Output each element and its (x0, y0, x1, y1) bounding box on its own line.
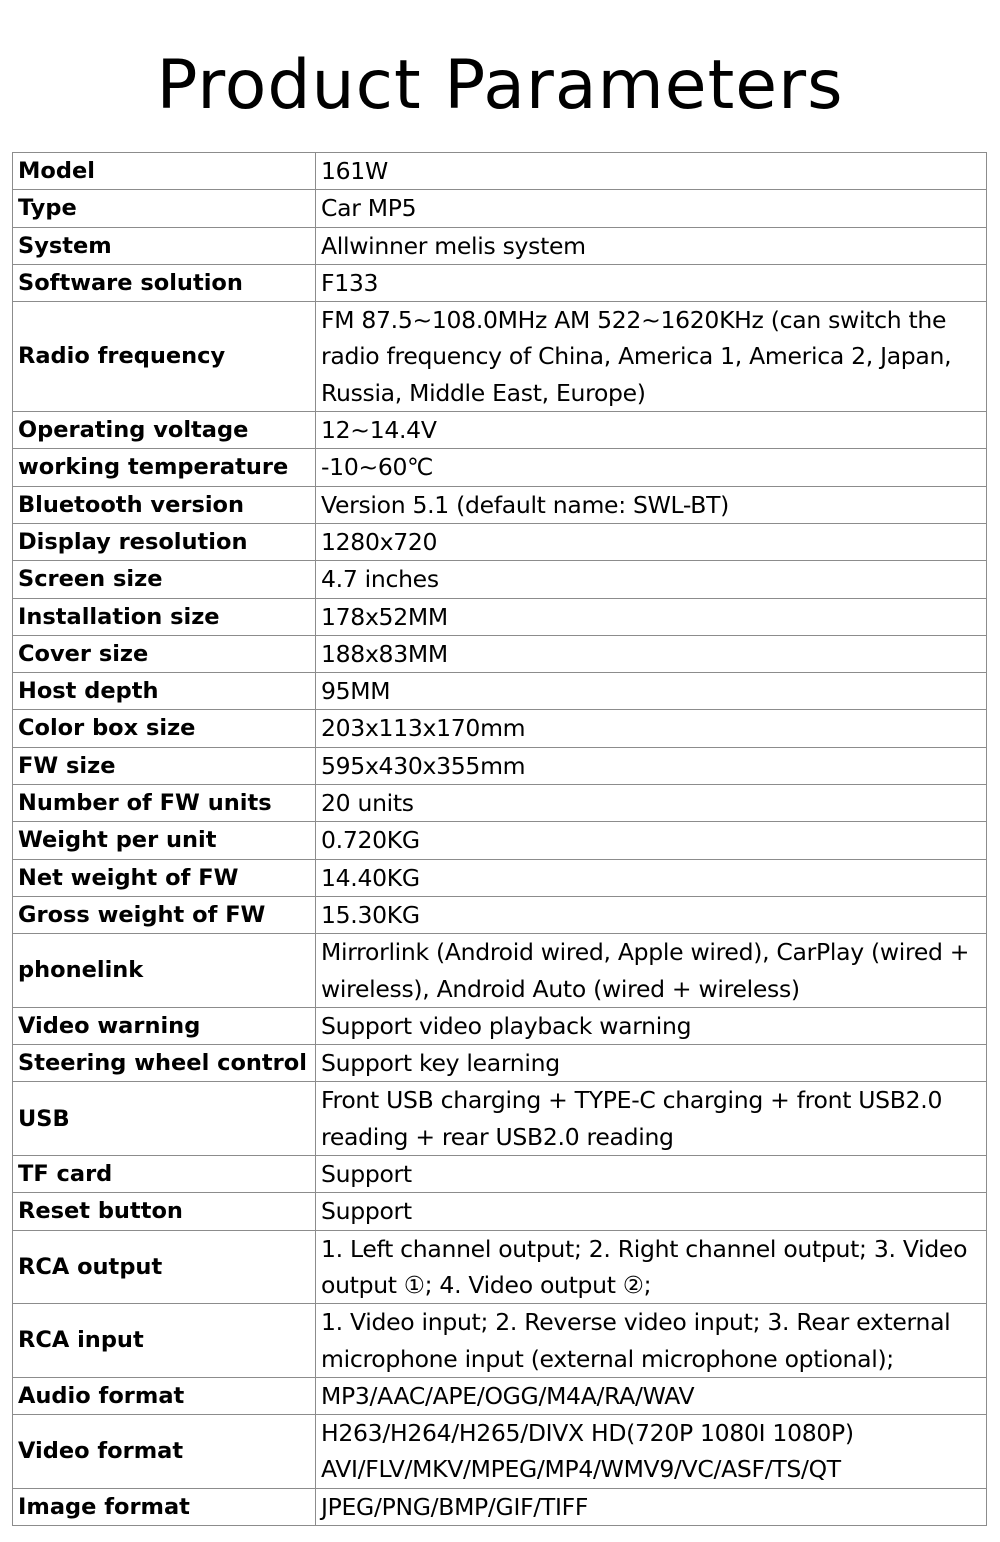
table-row (13, 153, 987, 190)
table-row (13, 673, 987, 710)
table-row (13, 1488, 987, 1525)
table-row (13, 1230, 987, 1304)
param-value: Version 5.1 (default name: SWL-BT) (316, 486, 987, 523)
param-label: Model (13, 153, 316, 190)
param-label: Video warning (13, 1007, 316, 1044)
param-label: Display resolution (13, 523, 316, 560)
param-value: Support video playback warning (316, 1007, 987, 1044)
table-row (13, 1415, 987, 1489)
param-label: Image format (13, 1488, 316, 1525)
table-row (13, 635, 987, 672)
param-value: 1280x720 (316, 523, 987, 560)
param-label: USB (13, 1082, 316, 1156)
param-value: FM 87.5~108.0MHz AM 522~1620KHz (can switch the radio frequency of China, America 1, America 2, Japan, Russia, Middle East, Europe) (316, 302, 987, 412)
table-row (13, 747, 987, 784)
param-value: Support key learning (316, 1045, 987, 1082)
param-value: 12~14.4V (316, 412, 987, 449)
table-row (13, 190, 987, 227)
param-label: Steering wheel control (13, 1045, 316, 1082)
table-row (13, 710, 987, 747)
param-label: Installation size (13, 598, 316, 635)
param-label: Operating voltage (13, 412, 316, 449)
table-row (13, 598, 987, 635)
param-value: H263/H264/H265/DIVX HD(720P 1080I 1080P) AVI/FLV/MKV/MPEG/MP4/WMV9/VC/ASF/TS/QT (316, 1415, 987, 1489)
table-row (13, 934, 987, 1008)
table-row (13, 412, 987, 449)
table-row (13, 822, 987, 859)
param-value: 15.30KG (316, 896, 987, 933)
param-value: Front USB charging + TYPE-C charging + front USB2.0 reading + rear USB2.0 reading (316, 1082, 987, 1156)
param-label: Gross weight of FW (13, 896, 316, 933)
table-row (13, 1377, 987, 1414)
param-value: 4.7 inches (316, 561, 987, 598)
param-label: Net weight of FW (13, 859, 316, 896)
table-row (13, 264, 987, 301)
param-label: working temperature (13, 449, 316, 486)
parameters-table-body (13, 153, 987, 1526)
table-row (13, 1156, 987, 1193)
param-label: Screen size (13, 561, 316, 598)
param-label: phonelink (13, 934, 316, 1008)
table-row (13, 449, 987, 486)
param-value: 20 units (316, 785, 987, 822)
table-row (13, 561, 987, 598)
table-row (13, 785, 987, 822)
table-row (13, 859, 987, 896)
param-label: Audio format (13, 1377, 316, 1414)
table-row (13, 1304, 987, 1378)
param-label: TF card (13, 1156, 316, 1193)
param-label: Bluetooth version (13, 486, 316, 523)
param-value: Support (316, 1193, 987, 1230)
param-value: 203x113x170mm (316, 710, 987, 747)
param-value: Car MP5 (316, 190, 987, 227)
param-label: Video format (13, 1415, 316, 1489)
parameters-table (12, 152, 987, 1526)
param-value: 1. Video input; 2. Reverse video input; 3. Rear external microphone input (external microphone optional); (316, 1304, 987, 1378)
param-value: MP3/AAC/APE/OGG/M4A/RA/WAV (316, 1377, 987, 1414)
param-label: Number of FW units (13, 785, 316, 822)
param-value: 14.40KG (316, 859, 987, 896)
table-row (13, 227, 987, 264)
param-value: 178x52MM (316, 598, 987, 635)
param-value: 0.720KG (316, 822, 987, 859)
param-label: Color box size (13, 710, 316, 747)
table-row (13, 486, 987, 523)
param-value: -10~60℃ (316, 449, 987, 486)
table-row (13, 1193, 987, 1230)
table-row (13, 1007, 987, 1044)
param-label: FW size (13, 747, 316, 784)
table-row (13, 523, 987, 560)
param-value: 188x83MM (316, 635, 987, 672)
param-label: System (13, 227, 316, 264)
table-row (13, 302, 987, 412)
param-value: 595x430x355mm (316, 747, 987, 784)
param-value: Mirrorlink (Android wired, Apple wired), CarPlay (wired + wireless), Android Auto (wired + wireless) (316, 934, 987, 1008)
param-label: Software solution (13, 264, 316, 301)
param-value: F133 (316, 264, 987, 301)
param-label: Weight per unit (13, 822, 316, 859)
param-label: Host depth (13, 673, 316, 710)
param-label: Cover size (13, 635, 316, 672)
param-value: 161W (316, 153, 987, 190)
param-label: Radio frequency (13, 302, 316, 412)
param-value: Support (316, 1156, 987, 1193)
table-row (13, 896, 987, 933)
param-label: RCA output (13, 1230, 316, 1304)
param-value: Allwinner melis system (316, 227, 987, 264)
param-label: Reset button (13, 1193, 316, 1230)
param-value: 95MM (316, 673, 987, 710)
table-row (13, 1082, 987, 1156)
table-row (13, 1045, 987, 1082)
page-title: Product Parameters (156, 46, 844, 125)
param-label: RCA input (13, 1304, 316, 1378)
param-value: JPEG/PNG/BMP/GIF/TIFF (316, 1488, 987, 1525)
param-value: 1. Left channel output; 2. Right channel output; 3. Video output ①; 4. Video output ②; (316, 1230, 987, 1304)
param-label: Type (13, 190, 316, 227)
